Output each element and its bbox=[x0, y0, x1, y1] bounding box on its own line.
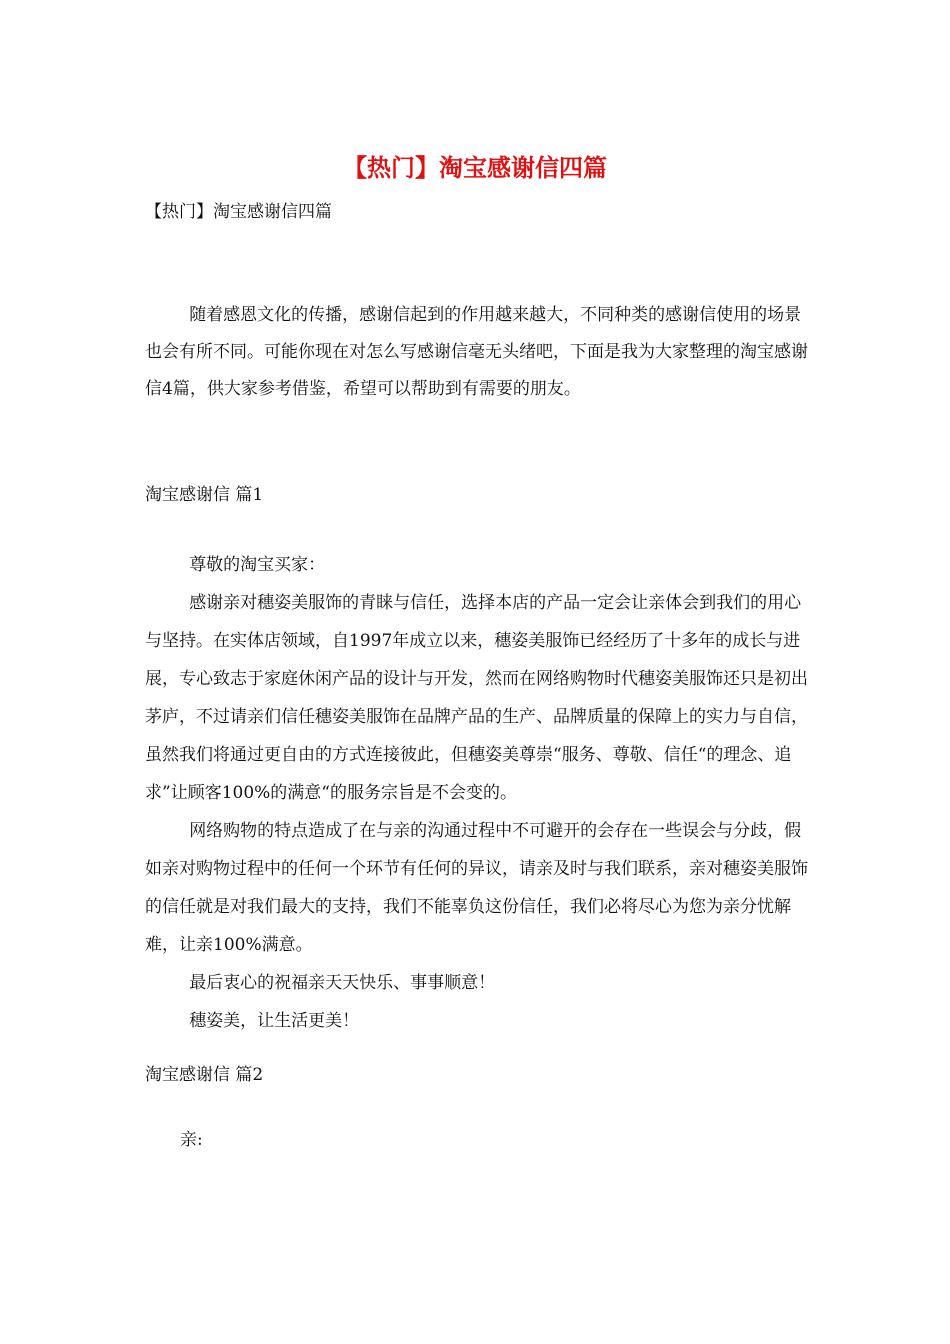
letter1-paragraph-1: 感谢亲对穗姿美服饰的青睐与信任，选择本店的产品一定会让亲体会到我们的用心与坚持。在实体店领域，自1997年成立以来，穗姿美服饰已经经历了十多年的成长与进展，专心致志于家庭休闲产品的设计与开发，然而在网络购物时代穗姿美服饰还只是初出茅庐，不过请亲们信任穗姿美服饰在品牌产品的生产、品牌质量的保障上的实力与自信，虽然我们将通过更自由的方式连接彼此，但穗姿美尊崇“服务、尊敬、信任“的理念、追求”让顾客100%的满意“的服务宗旨是不会变的。 bbox=[145, 593, 808, 803]
letter2-greeting: 亲: bbox=[180, 1130, 203, 1150]
letter1-heading: 淘宝感谢信 篇1 bbox=[145, 485, 264, 505]
letter1-paragraph-3: 最后衷心的祝福亲天天快乐、事事顺意！ bbox=[189, 973, 496, 993]
letter1-paragraph-2: 网络购物的特点造成了在与亲的沟通过程中不可避开的会存在一些误会与分歧，假如亲对购物过程中的任何一个环节有任何的异议，请亲及时与我们联系，亲对穗姿美服饰的信任就是对我们最大的支持，我们不能辜负这份信任，我们必将尽心为您为亲分忧解难，让亲100%满意。 bbox=[145, 821, 808, 955]
document-subtitle: 【热门】淘宝感谢信四篇 bbox=[145, 202, 332, 222]
document-title: 【热门】淘宝感谢信四篇 bbox=[343, 154, 607, 182]
letter1-body bbox=[145, 546, 810, 1040]
letter1-paragraph-4: 穗姿美，让生活更美！ bbox=[189, 1011, 360, 1031]
letter1-greeting: 尊敬的淘宝买家： bbox=[189, 555, 326, 575]
intro-paragraph: 随着感恩文化的传播，感谢信起到的作用越来越大，不同种类的感谢信使用的场景也会有所不同。可能你现在对怎么写感谢信毫无头绪吧，下面是我为大家整理的淘宝感谢信4篇，供大家参考借鉴，希望可以帮助到有需要的朋友。 bbox=[145, 305, 808, 399]
letter2-heading: 淘宝感谢信 篇2 bbox=[145, 1065, 264, 1085]
